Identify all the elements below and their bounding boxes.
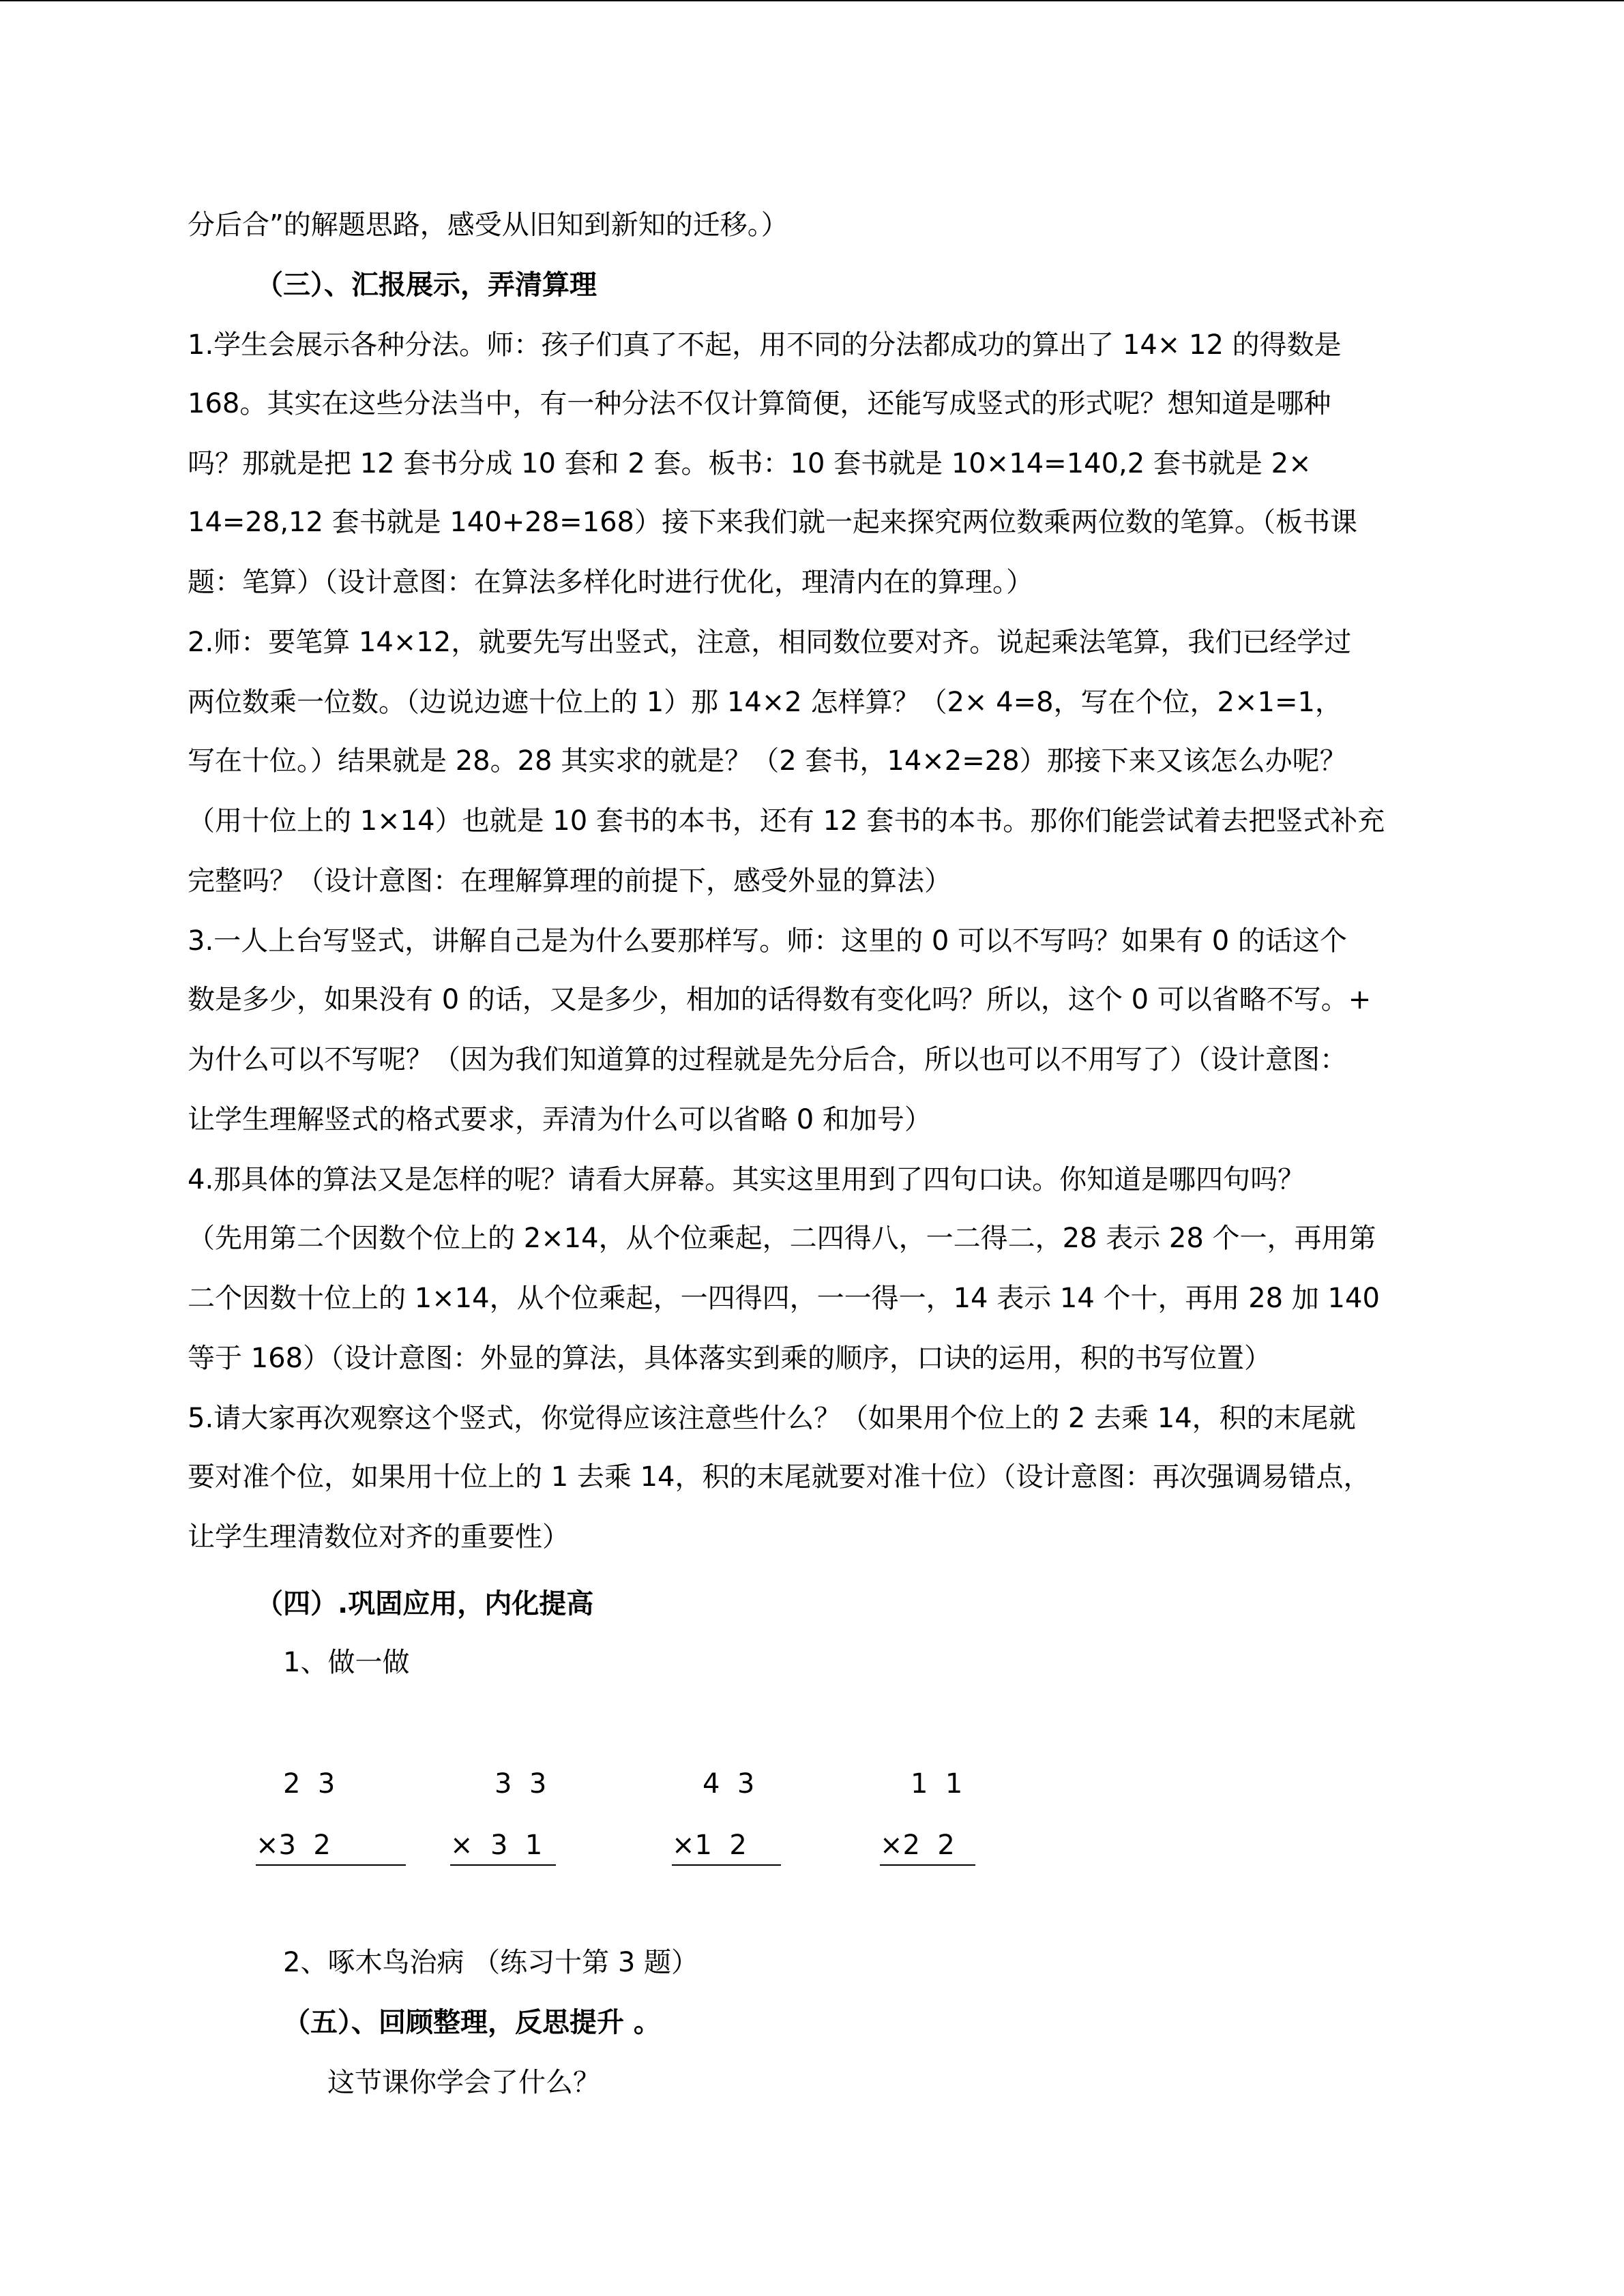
paragraph-line: 二个因数十位上的 1×14，从个位乘起，一四得四，一一得一，14 表示 14 个十，再用 28 加 140 (188, 1283, 1380, 1314)
closing-question: 这节课你学会了什么？ (327, 2067, 600, 2098)
multiplicand: 4 3 (703, 1768, 755, 1800)
multiplier: ×3 2 (256, 1828, 406, 1866)
paragraph-line: 5.请大家再次观察这个竖式，你觉得应该注意些什么？（如果用个位上的 2 去乘 14，积的末尾就 (188, 1403, 1356, 1434)
paragraph-line: 14=28,12 套书就是 140+28=168）接下来我们就一起来探究两位数乘两位数的笔算。（板书课 (188, 507, 1357, 538)
paragraph-line: （用十位上的 1×14）也就是 10 套书的本书，还有 12 套书的本书。那你们能尝试着去把竖式补充 (188, 805, 1385, 837)
section-heading: （五）、回顾整理，反思提升 。 (283, 2007, 661, 2038)
paragraph-line: 让学生理清数位对齐的重要性） (188, 1521, 570, 1553)
paragraph-line: 为什么可以不写呢？（因为我们知道算的过程就是先分后合，所以也可以不用写了）（设计意图： (188, 1044, 1347, 1075)
paragraph-line: 完整吗？（设计意图：在理解算理的前提下，感受外显的算法） (188, 865, 951, 897)
paragraph-line: 数是多少，如果没有 0 的话，又是多少，相加的话得数有变化吗？所以，这个 0 可以省略不写。+ (188, 984, 1372, 1015)
paragraph-line: 要对准个位，如果用十位上的 1 去乘 14，积的末尾就要对准十位）（设计意图：再次强调易错点， (188, 1461, 1371, 1493)
paragraph-line: 两位数乘一位数。（边说边遮十位上的 1）那 14×2 怎样算？（2× 4=8，写在个位，2×1=1， (188, 687, 1342, 718)
paragraph-line: 等于 168）（设计意图：外显的算法，具体落实到乘的顺序，口诀的运用，积的书写位置） (188, 1343, 1272, 1374)
paragraph-line: 168。其实在这些分法当中，有一种分法不仅计算简便，还能写成竖式的形式呢？想知道是哪种 (188, 388, 1331, 419)
paragraph-line: 2.师：要笔算 14×12，就要先写出竖式，注意，相同数位要对齐。说起乘法笔算，我们已经学过 (188, 627, 1352, 658)
section-heading: （三）、汇报展示，弄清算理 (256, 269, 597, 301)
paragraph-line: 吗？那就是把 12 套书分成 10 套和 2 套。板书：10 套书就是 10×14=140,2 套书就是 2× (188, 448, 1312, 479)
paragraph-line: 让学生理解竖式的格式要求，弄清为什么可以省略 0 和加号） (188, 1104, 932, 1135)
multiplier: ×1 2 (672, 1828, 781, 1866)
multiplier: × 3 1 (450, 1828, 556, 1866)
multiplicand: 2 3 (283, 1768, 336, 1800)
exercise-label: 1、做一做 (283, 1647, 410, 1678)
paragraph-line: （先用第二个因数个位上的 2×14，从个位乘起，二四得八，一二得二，28 表示 28 个一，再用第 (188, 1223, 1376, 1254)
paragraph-line: 4.那具体的算法又是怎样的呢？请看大屏幕。其实这里用到了四句口诀。你知道是哪四句吗？ (188, 1164, 1305, 1195)
page-top-border (0, 0, 1624, 1)
paragraph-line: 3.一人上台写竖式，讲解自己是为什么要那样写。师：这里的 0 可以不写吗？如果有 0 的话这个 (188, 925, 1347, 957)
paragraph-line: 写在十位。）结果就是 28。28 其实求的就是？（2 套书，14×2=28）那接下来又该怎么办呢？ (188, 745, 1347, 777)
multiplicand: 3 3 (494, 1768, 547, 1800)
multiplier: ×2 2 (880, 1828, 975, 1866)
paragraph-line: 分后合”的解题思路，感受从旧知到新知的迁移。） (188, 209, 788, 241)
paragraph-line: 题：笔算）（设计意图：在算法多样化时进行优化，理清内在的算理。） (188, 567, 1033, 598)
exercise-label: 2、啄木鸟治病 （练习十第 3 题） (283, 1947, 699, 1978)
section-heading: （四）.巩固应用，内化提高 (256, 1588, 594, 1620)
paragraph-line: 1.学生会展示各种分法。师：孩子们真了不起，用不同的分法都成功的算出了 14× 12 的得数是 (188, 329, 1342, 361)
multiplicand: 1 1 (911, 1768, 963, 1800)
